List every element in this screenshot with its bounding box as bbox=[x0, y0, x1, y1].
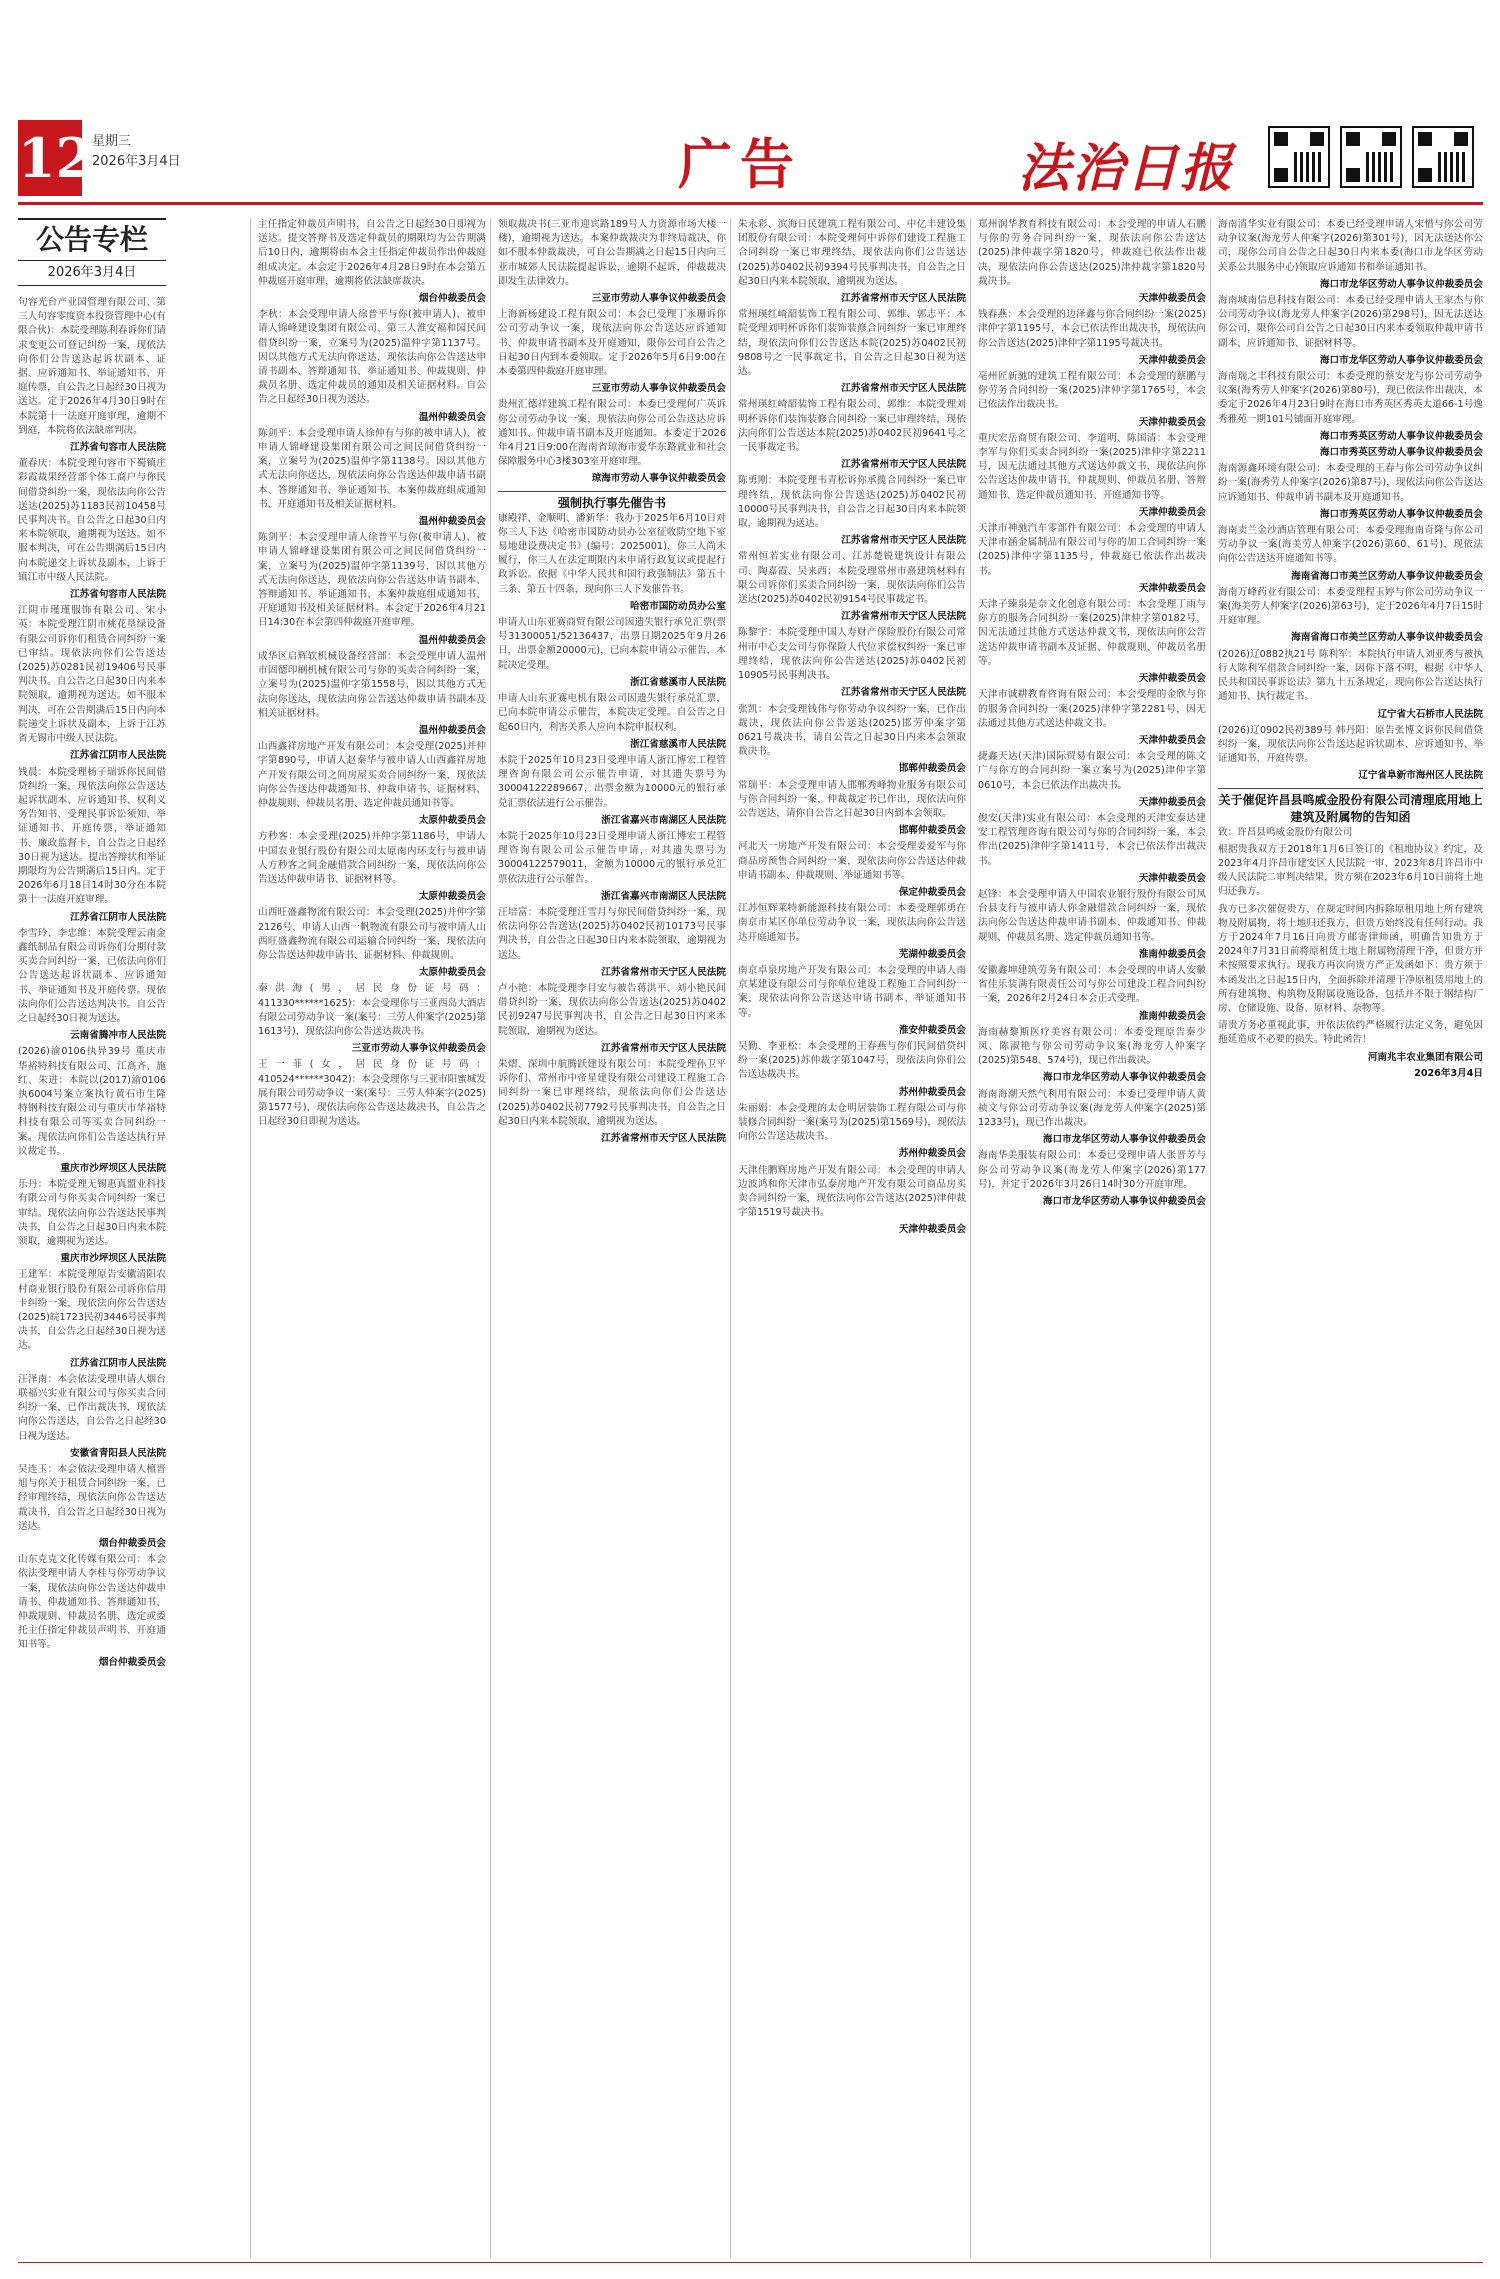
qr-code-icon bbox=[1412, 126, 1474, 188]
notice-text: 海南源鑫环境有限公司：本委受理的王春与你公司劳动争议纠纷一案(海秀劳人仲案字(2026)第87号)，现依法向你公告送达应诉通知书、仲裁申请书副本及开庭通知书。 bbox=[1218, 463, 1483, 503]
issue-date-block bbox=[92, 132, 181, 172]
notice-text: 海南瑞之丰科技有限公司：本委受理的蔡安龙与你公司劳动争议案(海秀劳人仲案字(2026)第80号)，现已依法作出裁决，本委定于2026年4月23日9时在海口市秀英区秀英大道66-1号逸秀雅苑一期101号铺面开庭审理。 bbox=[1218, 371, 1483, 425]
notice-issuer: 天津仲裁委员会 bbox=[1138, 293, 1206, 305]
notice-text: 李雪玲、李忠维：本院受理云南金鑫纸制品有限公司诉你们分期付款买卖合同纠纷一案，已依法向你们公告送达起诉状副本、应诉通知书、举证通知书及开庭传票。现依法向你们公告送达判决书。自公告之日起经30日视为送达。 bbox=[18, 927, 166, 1024]
notice-issuer: 江苏省句容市人民法院 bbox=[70, 589, 166, 601]
notice-text: 王一菲(女，居民身份证号码：410524******3042)：本会受理你与三亚市阳蜜城发展有限公司劳动争议一案(案号：三劳人仲案字(2025)第1577号)，现依法向你公告送达裁决书，自公告之日起经30日即视为送达。 bbox=[258, 1059, 486, 1128]
notice-issuer: 保定仲裁委员会 bbox=[898, 886, 966, 898]
notice-text: 我方已多次催促贵方，在规定时间内拆除原租用地上所有建筑物及附属物，将土地归还我方，但贵方始终没有任何行动。我方于2024年7月16日向贵方邮寄律师函，明确告知贵方于2024年7月31日前将原租赁土地上附属物清理干净，但贵方并未按照要求执行。现我方再次向贵方严正发函如下：贵方须于本函发出之日起15日内，全面拆除并清理干净原租赁用地上的所有建筑物、构筑物及附属设施设备，包括并不限于钢结构厂房、仓储设施、设备、原材料、杂物等。 bbox=[1218, 903, 1483, 1014]
notice-issuer: 温州仲裁委员会 bbox=[418, 411, 486, 423]
notice-issuer: 2026年3月4日 bbox=[1414, 1067, 1483, 1079]
notice-text: 海南城南信息科技有限公司：本委已经受理申请人王家杰与你公司劳动争议(海龙劳人仲案字(2026)第298号)，因无法送达你公司，限你公司自公告之日起30日内来本委领取仲裁申请书副本、应诉通知书、证据材料等。 bbox=[1218, 295, 1483, 349]
notice-text: 山西鑫祥房地产开发有限公司：本会受理(2025)并仲字第890号，申请人赵秦华与被申请人山西鑫祥房地产开发有限公司之间房屋买卖合同纠纷一案，现依法向你公告送达仲裁通知书、仲裁申请书、证据材料、仲裁规则、仲裁员名册、选定仲裁员通知书等。 bbox=[258, 741, 486, 809]
notice-text: 本院于2025年10月23日受理申请人浙江博宏工程管理咨询有限公司公示催告申请，对其遗失票号为30004122579011，金额为10000元的银行承兑汇票依法进行公示催告。 bbox=[498, 830, 726, 885]
notice-issuer: 江苏省常州市天宁区人民法院 bbox=[601, 966, 726, 978]
section-title: 广告 bbox=[678, 132, 802, 196]
notice-text: 河北天一房地产开发有限公司：本会受理姜爱军与你商品房预售合同纠纷一案，现依法向你公告送达仲裁申请书副本、仲裁规则、举证通知书等。 bbox=[738, 841, 966, 881]
notice-issuer: 天津仲裁委员会 bbox=[1138, 506, 1206, 518]
notice-issuer: 琼海市劳动人事争议仲裁委员会 bbox=[591, 473, 726, 485]
notice-text: 汪泽南：本会依法受理申请人烟台联福兴实业有限公司与你买卖合同纠纷一案，已作出裁决书，现依法向你公告送达，自公告之日起经30日视为送达。 bbox=[18, 1373, 166, 1442]
notice-issuer: 天津仲裁委员会 bbox=[1138, 582, 1206, 594]
notice-text: 张凯：本会受理钱伟与你劳动争议纠纷一案，已作出裁决，现依法向你公告送达(2025)邯劳仲案字第0621号裁决书，请自公告之日起30日内来本会领取裁决书。 bbox=[738, 703, 966, 758]
notice-column-4 bbox=[738, 218, 966, 2258]
notice-issuer: 太原仲裁委员会 bbox=[418, 967, 486, 979]
notice-issuer: 天津仲裁委员会 bbox=[1138, 872, 1206, 884]
notice-issuer: 浙江省慈溪市人民法院 bbox=[630, 738, 726, 750]
notice-issuer: 温州仲裁委员会 bbox=[418, 724, 486, 736]
notice-text: 天津佳鹏辉房地产开发有限公司：本会受理的申请人边波鸿和你天津市弘泰房地产开发有限公司商品房买卖合同纠纷一案，现依法向你公告送达(2025)津仲裁字第1519号裁决书。 bbox=[738, 1164, 966, 1219]
notice-issuer: 浙江省嘉兴市南湖区人民法院 bbox=[601, 890, 726, 902]
notice-text: 康殿祥、金顺明、潘新华：我办于2025年6月10日对你三人下达《哈密市国防动员办公室征收防空地下室易地建设费决定书》(编号：2025001)，你三人尚未履行，你三人在法定期限内未申请行政复议或提起行政诉讼。依据《中华人民共和国行政强制法》第五十三条、第五十四条，现向你三人下发催告书。 bbox=[498, 512, 726, 595]
notice-issuer: 云南省腾冲市人民法院 bbox=[70, 1030, 166, 1042]
notice-text: 陈勇刚：本院受理韦青松诉你承揽合同纠纷一案已审理终结，现依法向你公告送达(2025)苏0402民初10000号民事判决书，自公告之日起30日内来本院领取，逾期视为送达。 bbox=[738, 475, 966, 530]
notice-issuer: 海南省海口市美兰区劳动人事争议仲裁委员会 bbox=[1291, 570, 1483, 582]
notice-text: 乐丹：本院受理无锡惠真盟业科技有限公司与你买卖合同纠纷一案已审结。现依法向你公告送达民事判决书，自公告之日起30日内来本院领取，逾期视为送达。 bbox=[18, 1179, 166, 1247]
notice-issuer: 三亚市劳动人事争议仲裁委员会 bbox=[591, 293, 726, 305]
notice-issuer: 天津仲裁委员会 bbox=[1138, 796, 1206, 808]
column-divider bbox=[250, 218, 251, 2258]
notice-text: 陈黎宇：本院受理中国人寿财产保险股份有限公司常州市中心支公司与你保险人代位求偿权纠纷一案已审理终结，现依法向你公告送达(2025)苏0402民初10905号民事判决书。 bbox=[738, 627, 966, 682]
notice-text: 陈剑平：本会受理申请人徐普平与你(被申请人)、被申请人锦峰建设集团有限公司之间民间借贷纠纷一案，立案号为(2025)温仲字第1139号，因以其他方式无法向你送达，现依法向你公告送达申请书副本、答辩通知书、举证通知书、本案仲裁庭组成通知书、开庭通知书及相关证据材料。本会定于2026年4月21日14:30在本会第四仲裁庭开庭审理。 bbox=[258, 532, 486, 629]
notice-text: 天津市神驰汽车零部件有限公司：本会受理的申请人天津市涵金属制品有限公司与你的加工合同纠纷一案(2025)津仲字第1135号，仲裁庭已依法作出裁决书。 bbox=[978, 523, 1206, 577]
notice-issuer: 江苏省常州市天宁区人民法院 bbox=[841, 383, 966, 395]
notice-issuer: 海口市龙华区劳动人事争议仲裁委员会 bbox=[1319, 278, 1483, 290]
notice-text: 吴勤、李亚松：本会受理的王春燕与你们民间借贷纠纷一案(2025)苏仲裁字第1047号，现依法向你们公告送达裁决书。 bbox=[738, 1040, 966, 1081]
notice-issuer: 哈密市国防动员办公室 bbox=[630, 600, 726, 612]
notice-issuer: 江苏省句容市人民法院 bbox=[70, 442, 166, 454]
notice-text: 海南海潮天然气利用有限公司：本委已受理申请人黄祯文与你公司劳动争议案(海龙劳人仲案字(2025)第1233号)，现已作出裁决。 bbox=[978, 1088, 1206, 1128]
notice-text: 申请人山东亚赛商贸有限公司因遗失银行承兑汇票(票号31300051/52136437，出票日期2025年9月26日，出票金额20000元)，已向本院申请公示催告，本院决定受理。 bbox=[498, 617, 726, 671]
header-rule bbox=[18, 202, 1483, 205]
notice-text: (2026)渝0106执异39号 重庆市华裕特科技有限公司、江高齐、施红、朱进：本院以(2017)渝0106执6004号案立案执行黄石市生隆特钢科技有限公司与重庆市华裕特科技有限公司等买卖合同纠纷一案。现依法向你们公告送达执行异议裁定书。 bbox=[18, 1046, 166, 1157]
notice-text: 天津市诚耕教育咨询有限公司：本会受理的金欣与你的服务合同纠纷一案(2025)津仲字第2281号，因无法通过其他方式送达仲裁文书。 bbox=[978, 689, 1206, 729]
notice-text: 赵锋：本会受理申请人中国农业银行股份有限公司凤台县支行与被申请人你金融借款合同纠纷一案，现依法向你公告送达仲裁申请书副本、仲裁通知书、仲裁规则、仲裁员名册、选定仲裁员通知书等。 bbox=[978, 888, 1206, 943]
notice-text: 捷鑫天达(天津)国际贸易有限公司：本会受理的陈文广与你方的合同纠纷一案立案号为(2025)津仲字第0610号，本会已依法作出裁决书。 bbox=[978, 751, 1206, 791]
notice-issuer: 海口市秀英区劳动人事争议仲裁委员会 bbox=[1319, 508, 1483, 520]
notice-issuer: 三亚市劳动人事争议仲裁委员会 bbox=[591, 383, 726, 395]
notice-issuer: 温州仲裁委员会 bbox=[418, 634, 486, 646]
notice-text: 关于催促许昌县鸣威金股份有限公司清理底用地上建筑及附属物的告知函 bbox=[1218, 788, 1483, 826]
notice-text: 钱春燕：本会受理的边泽鑫与你合同纠纷一案(2025)津仲字第1195号，本会已依法作出裁决书，现依法向你公告送达(2025)津仲字第1195号裁决书。 bbox=[978, 309, 1206, 349]
notice-issuer: 邯郸仲裁委员会 bbox=[898, 763, 966, 775]
notice-text: 江阴市瑾瑾服饰有限公司、宋小英：本院受理江阴市桃花垦绿设备有限公司诉你们租赁合同纠纷一案已审结。现依法向你们公告送达(2025)苏0281民初19406号民事判决书。自公告之日起30日内来本院领取，逾期视为送达。如不服本判决，可在公告期满后15日内向本院递交上诉状及副本，上诉于江苏省无锡市中级人民法院。 bbox=[18, 605, 166, 745]
notice-issuer: 江苏省常州市天宁区人民法院 bbox=[601, 1132, 726, 1144]
notice-text: 申请人山东亚赛电机有限公司因遗失银行承兑汇票，已向本院申请公示催告，本院决定受理。自公告之日起60日内，利害关系人应向本院申报权利。 bbox=[498, 693, 726, 733]
notice-column-6 bbox=[1218, 218, 1483, 2258]
notice-issuer: 天津仲裁委员会 bbox=[1138, 734, 1206, 746]
notice-issuer: 海口市龙华区劳动人事争议仲裁委员会 bbox=[1319, 354, 1483, 366]
notice-text: 海南清华实业有限公司：本委已经受理申请人宋惜与你公司劳动争议案(海龙劳人仲案字(2026)第301号)，因无法送达你公司，现你公司自公告之日起30日内来本委(海口市龙华区劳动关系公共服务中心)领取应诉通知书和举证通知书。 bbox=[1218, 219, 1483, 273]
notice-text: 领取裁决书(三亚市迎宾路189号人力资源市场大楼一楼)，逾期视为送达。本案仲裁裁决为非终局裁决，你如不服本仲裁裁决，可自公告期满之日起15日内向三亚市城郊人民法院提起诉讼，逾期不起诉，仲裁裁决即发生法律效力。 bbox=[498, 219, 726, 287]
notice-text: 天津子臻泉是奈文化创意有限公司：本会受理丁雨与你方的服务合同纠纷一案(2025)津仲字第0182号，因无法通过其他方式送达仲裁文书，现依法向你公告送达仲裁申请书副本及证据、仲裁规则、仲裁员名册等。 bbox=[978, 599, 1206, 667]
notice-text: 李秋：本会受理申请人徐普平与你(被申请人)、被申请人锦峰建设集团有限公司、第三人淮安福和园民间借贷纠纷一案，立案号为(2025)温仲字第1137号。因以其他方式无法向你送达，现依法向你公告送达申请书副本、答辩通知书、举证通知书、仲裁规则、仲裁员名册、选定仲裁员的通知及相关证据材料。自公告之日起经30日视为送达。 bbox=[258, 309, 486, 406]
qr-code-icon bbox=[1268, 126, 1330, 188]
notice-issuer: 太原仲裁委员会 bbox=[418, 815, 486, 827]
notice-text: 山东克克文化传媒有限公司：本会依法受理申请人李桂与你劳动争议一案，现依法向你公告送达仲裁申请书、仲裁通知书、答辩通知书、仲裁规则、仲裁员名册、选定或委托主任指定仲裁员声明书、开庭通知书等。 bbox=[18, 1554, 166, 1651]
notice-issuer: 江苏省常州市天宁区人民法院 bbox=[841, 611, 966, 623]
notice-text: 王建军：本院受理原告安徽清阳农村商业银行股份有限公司诉你信用卡纠纷一案，现依法向你公告送达(2025)皖1723民初3446号民事判决书，自公告之日起经30日视为送达。 bbox=[18, 1269, 166, 1352]
page-header bbox=[18, 120, 1483, 210]
notice-issuer: 太原仲裁委员会 bbox=[418, 891, 486, 903]
notice-issuer: 重庆市沙坪坝区人民法院 bbox=[60, 1162, 166, 1174]
notice-text: 卢小艳：本院受理李目安与被告蒋洪平、刘小艳民间借贷纠纷一案，现依法向你公告送达(2025)苏0402民初9247号民事判决书，自公告之日起30日内来本院领取，逾期视为送达。 bbox=[498, 982, 726, 1037]
notice-issuer: 河南兆丰农业集团有限公司 bbox=[1367, 1051, 1483, 1063]
notice-text: 海南卖兰金沙酒店管理有限公司：本委受理海南奇隆与你公司劳动争议一案(海美劳人仲案字(2026)第60、61号)，现依法向你公告送达开庭通知书等。 bbox=[1218, 525, 1483, 565]
footer-rule bbox=[18, 2262, 1483, 2263]
notice-issuer: 辽宁省大石桥市人民法院 bbox=[1377, 708, 1483, 720]
notice-issuer: 芜湖仲裁委员会 bbox=[898, 948, 966, 960]
notice-issuer: 苏州仲裁委员会 bbox=[898, 1148, 966, 1160]
notice-issuer: 三亚市劳动人事争议仲裁委员会 bbox=[351, 1043, 486, 1055]
notice-text: 海南万峰药业有限公司：本委受理程玉婷与你公司劳动争议一案(海美劳人仲案字(2026)第63号)，定于2026年4月7日15时开庭审理。 bbox=[1218, 586, 1483, 627]
weekday: 星期三 bbox=[92, 134, 132, 149]
notice-column-2 bbox=[258, 218, 486, 2258]
notice-text: 海南赫黎斯医疗美容有限公司：本委受理原告秦少凤、陈淑艳与你公司劳动争议案(海龙劳人仲案字(2025)第548、574号)，现已作出裁决。 bbox=[978, 1026, 1206, 1067]
notice-issuer: 海口市龙华区劳动人事争议仲裁委员会 bbox=[1042, 1134, 1206, 1146]
notice-text: 主任指定仲裁员声明书，自公告之日起经30日即视为送达。提交答辩书及选定仲裁员的期限均为公告期满后10日内，逾期将由本会主任指定仲裁员作出仲裁庭组成决定。本会定于2026年4月28日9时在本会第五仲裁庭开庭审理，逾期将依法缺席裁决。 bbox=[258, 219, 486, 287]
notice-text: 汪培富：本院受理汪雪月与你民间借贷纠纷一案，现依法向你公告送达(2025)苏0402民初10173号民事判决书，自公告之日起30日内来本院领取，逾期视为送达。 bbox=[498, 906, 726, 961]
notice-text: 亳州匠新驰的建筑工程有限公司：本会受理的蔡鹏与你劳务合同纠纷一案(2025)津仲字第1765号，本会已依法作出裁决书。 bbox=[978, 371, 1206, 411]
notice-text: 方秒客：本会受理(2025)并仲字第1186号，申请人中国农业银行股份有限公司太原南内环支行与被申请人方秒客之间金融借款合同纠纷一案，现依法向你公告送达仲裁申请书、证据材料等。 bbox=[258, 831, 486, 885]
notice-issuer: 江苏省常州市天宁区人民法院 bbox=[841, 459, 966, 471]
notice-issuer: 天津仲裁委员会 bbox=[1138, 673, 1206, 685]
notice-column-5 bbox=[978, 218, 1206, 2258]
notice-issuer: 江苏省常州市天宁区人民法院 bbox=[841, 687, 966, 699]
notice-issuer: 淮南仲裁委员会 bbox=[1138, 1010, 1206, 1022]
notice-text: 江苏恒辉莱特新能源科技有限公司：本委受理郭勇在南京市某区你单位劳动争议一案，现依法向你公告送达开庭通知书。 bbox=[738, 903, 966, 943]
notice-column-1 bbox=[18, 296, 166, 2258]
notice-issuer: 江苏省常州市天宁区人民法院 bbox=[601, 1042, 726, 1054]
notice-text: 本院于2025年10月23日受理申请人浙江博宏工程管理咨询有限公司公示催告申请，对其遗失票号为30004122289667，出票金额为10000元的银行承兑汇票依法进行公示催告。 bbox=[498, 754, 726, 809]
notice-issuer: 浙江省慈溪市人民法院 bbox=[630, 676, 726, 688]
column-divider bbox=[730, 218, 731, 2258]
notice-issuer: 淮南仲裁委员会 bbox=[1138, 948, 1206, 960]
notice-text: 陈剑平：本会受理申请人徐仲有与你的被申请人)、被申请人锦峰建设集团有限公司之间民间借贷纠纷一案，立案号为(2025)温仲字第1138号。因以其他方式无法向你送达，现依法向你公告送达仲裁申请书副本、答辩通知书、举证通知书、本案仲裁庭组成通知书、开庭通知书及相关证据材料。 bbox=[258, 427, 486, 510]
notice-issuer: 辽宁省阜新市海州区人民法院 bbox=[1358, 770, 1483, 782]
notice-text: 郑州润华教育科技有限公司：本会受理的申请人石鹏与你的劳务合同纠纷一案，现依法向你公告送达(2025)津仲裁字第1820号，仲裁庭已依法作出裁决，现依法向你公告送达(2025)津仲裁字第1820号裁决书。 bbox=[978, 219, 1206, 287]
notice-issuer: 江苏省江阴市人民法院 bbox=[70, 1357, 166, 1369]
notice-text: 成华区启辉软机械设备经营部：本会受理申请人温州市固德印刷机械有限公司与你的买卖合同纠纷一案，立案号为(2025)温仲字第1558号，因以其他方式无法向你送达，现依法向你公告送达仲裁申请书副本及相关证据材料。 bbox=[258, 650, 486, 719]
notice-column-3 bbox=[498, 218, 726, 2258]
notice-text: 朱熠、深圳中航腾跃建设有限公司：本院受理孙卫平诉你们、常州市中帝星建设有限公司建设工程施工合同纠纷一案已审理终结，现依法向你们公告送达(2025)苏0402民初7792号民事判决书，自公告之日起30日内来本院领取，逾期视为送达。 bbox=[498, 1058, 726, 1127]
notice-issuer: 天津仲裁委员会 bbox=[1138, 416, 1206, 428]
column-title: 公告专栏 bbox=[18, 218, 166, 261]
notice-text: 安徽鑫坤建筑劳务有限公司：本会受理的申请人安徽省佳乐装满有限责任公司与你公司建设工程合同纠纷一案，2026年2月24日本会正式受理。 bbox=[978, 964, 1206, 1005]
notice-text: 朱永彩、滨海日民建筑工程有限公司、中亿丰建设集团股份有限公司：本院受理何中诉你们建设工程施工合同纠纷一案已审理终结，现依法向你们公告送达(2025)苏0402民初9394号民事判决书，自公告之日起30日内来本院领取，逾期视为送达。 bbox=[738, 219, 966, 287]
notice-text: 海南华美服装有限公司：本委已受理申请人张晋芳与你公司劳动争议案(海龙劳人仲案字(2026)第177号)，并定于2026年3月26日14时30分开庭审理。 bbox=[978, 1150, 1206, 1190]
column-divider bbox=[970, 218, 971, 2258]
notice-issuer: 江苏省江阴市人民法院 bbox=[70, 750, 166, 762]
notice-issuer: 海口市龙华区劳动人事争议仲裁委员会 bbox=[1042, 1196, 1206, 1207]
notice-issuer: 天津仲裁委员会 bbox=[898, 1224, 966, 1236]
column-heading bbox=[18, 218, 166, 286]
qr-code-icon bbox=[1340, 126, 1402, 188]
notice-issuer: 天津仲裁委员会 bbox=[1138, 354, 1206, 366]
notice-issuer: 海口市秀英区劳动人事争议仲裁委员会 bbox=[1319, 430, 1483, 442]
issue-date: 2026年3月4日 bbox=[92, 154, 181, 169]
notice-text: (2026)辽0902民初389号 韩丹阳：原告张博文诉你民间借贷纠纷一案，现依法向你公告送达起诉状副本、应诉通知书、举证通知书、开庭传票。 bbox=[1218, 724, 1483, 765]
column-divider bbox=[1210, 218, 1211, 2258]
notice-issuer: 苏州仲裁委员会 bbox=[898, 1086, 966, 1098]
notice-issuer: 烟台仲裁委员会 bbox=[98, 1656, 166, 1668]
notice-text: 句容光台产业园管理有限公司、第三人句容零度资本投资管理中心(有限合伙)：本院受理陈利春诉你们请求变更公司登记纠纷一案，现依法向你们公告送达起诉状副本、证据、应诉通知书、举证通知书、开庭传票，自公告之日起经30日视为送达。定于2026年4月30日9时在本院第十一法庭开庭审理，逾期不到庭，本院将依法缺席判决。 bbox=[18, 297, 166, 436]
notice-issuer: 淮安仲裁委员会 bbox=[898, 1024, 966, 1036]
notice-issuer: 海口市秀英区劳动人事争议仲裁委员会 bbox=[1319, 447, 1483, 459]
notice-issuer: 安徽省青阳县人民法院 bbox=[70, 1447, 166, 1459]
notice-issuer: 重庆市沙坪坝区人民法院 bbox=[60, 1253, 166, 1265]
notice-text: 重庆宏岳商贸有限公司、李道明、陈国清：本会受理李军与你们买卖合同纠纷一案(2025)津仲字第2211号，因无法通过其他方式送达仲裁文书，现依法向你公告送达仲裁申请书、仲裁规则、仲裁员名册、答辩通知书、选定仲裁员通知书、开庭通知书等。 bbox=[978, 432, 1206, 501]
notice-text: 董春庆：本院受理句容市下蜀镇庄彩霞裁果经营部个体工商户与你民间借贷纠纷一案，现依法向你公告送达(2025)苏1183民初10458号民事判决书。自公告之日起30日内来本院领取，逾期视为送达。如不服本判决，可在公告期满后15日内向本院递交上诉状及副本，上诉于镇江市中级人民法院。 bbox=[18, 458, 166, 583]
notice-issuer: 浙江省嘉兴市南湖区人民法院 bbox=[601, 814, 726, 826]
notice-text: 上海新杨建设工程有限公司：本会已受理丁永珊诉你公司劳动争议一案，现依法向你公告送达应诉通知书、仲裁申请书副本及开庭通知，限你公司自公告之日起30日内到本委领取。定于2026年5月6日9:00在本委第四仲裁庭开庭审理。 bbox=[498, 309, 726, 378]
notice-text: 贵州汇德祥建筑工程有限公司：本委已受理何广英诉你公司劳动争议一案，现依法向你公司公告送达应诉通知书、仲裁申请书副本及开庭通知。本委定于2026年4月21日9:00在海南省琼海市爱华东路就业和社会保障服务中心3楼303室开庭审理。 bbox=[498, 399, 726, 468]
notice-text: 朱丽娟：本会受理的太仓明居装饰工程有限公司与你装修合同纠纷一案(案号为(2025)第1569号)，现依法向你公告送达裁决书。 bbox=[738, 1102, 966, 1143]
notice-text: 常州瑛红崎韶装饰工程有限公司、郭维、郭志平：本院受理刘明杯诉你们装饰装修合同纠纷一案已审理终结，现依法向你们公告送达本院(2025)苏0402民初9808号之一民事裁定书，自公告之日起30日视为送达。 bbox=[738, 309, 966, 378]
column-date: 2026年3月4日 bbox=[18, 261, 166, 286]
notice-text: 根据贵我双方于2018年1月6日签订的《租地协议》约定，及2023年4月许昌市建安区人民法院一审、2023年8月许昌市中级人民法院二审判决结果，贵方须在2023年6月10日前将土地归还我方。 bbox=[1218, 843, 1483, 898]
notice-text: 南京卓泉房地产开发有限公司：本会受理的申请人南京某建设有限公司与你单位建设工程施工合同纠纷一案，现依法向你公告送达申请书副本、举证通知书等。 bbox=[738, 964, 966, 1019]
notice-text: 山西旺盛鑫物流有限公司：本会受理(2025)并仲字第2126号，申请人山西一帆物流有限公司与被申请人山西旺盛鑫物流有限公司运输合同纠纷一案，现依法向你公告送达仲裁申请书、证据材料、仲裁规则。 bbox=[258, 907, 486, 961]
notice-issuer: 邯郸仲裁委员会 bbox=[898, 825, 966, 837]
notice-text: 钱晨：本院受理杨子瑞诉你民间借贷纠纷一案，现依法向你公告送达起诉状副本、应诉通知书、权利义务告知书、受理民事诉讼须知、举证通知书、开庭传票，举证通知书、廉政监督卡，自公告之日起经30日视为送达。提出答辩状和举证期限均为公告期满后15日内。定于2026年6月18日14时30分在本院第十一法庭开庭审理。 bbox=[18, 766, 166, 906]
notice-issuer: 海口市龙华区劳动人事争议仲裁委员会 bbox=[1042, 1072, 1206, 1084]
notice-issuer: 海南省海口市美兰区劳动人事争议仲裁委员会 bbox=[1291, 632, 1483, 644]
notice-issuer: 江苏省常州市天宁区人民法院 bbox=[841, 535, 966, 547]
notice-text: (2026)辽0882执21号 陈利军：本院执行申请人刘亚秀与被执行人陈利军借款合同纠纷一案，因你下落不明，根据《中华人民共和国民事诉讼法》第九十五条规定，现向你公告送达执行通知书、执行裁定书。 bbox=[1218, 648, 1483, 703]
notice-text: 俊安(天津)实业有限公司：本会受理的天津安泰达建安工程管理咨询有限公司与你的合同纠纷一案，本会作出(2025)津仲字第1411号，本会已依法作出裁决书。 bbox=[978, 812, 1206, 867]
notice-issuer: 温州仲裁委员会 bbox=[418, 516, 486, 528]
notice-issuer: 江苏省江阴市人民法院 bbox=[70, 911, 166, 923]
notice-text: 常瑞平：本会受理申请人邯郸秀峰物业服务有限公司与你合同纠纷一案，仲裁裁定书已作出，现依法向你公告送达，请你自公告之日起30日内到本会领取。 bbox=[738, 779, 966, 819]
notice-text: 请贵方务必重视此事，并依法依约严格履行法定义务，避免因拖延造成不必要的损失。特此函告！ bbox=[1218, 1020, 1483, 1046]
notice-issuer: 烟台仲裁委员会 bbox=[98, 1538, 166, 1550]
notice-issuer: 强制执行事先催告书 bbox=[498, 491, 726, 512]
column-divider bbox=[490, 218, 491, 2258]
notice-text: 吴连玉：本会依法受理申请人檀晋旭与你关于租赁合同纠纷一案，已经审理终结，现依法向你公告送达裁决书，自公告之日起经30日视为送达。 bbox=[18, 1464, 166, 1532]
page-number: 12 bbox=[18, 120, 82, 196]
newspaper-logo: 法治日报 bbox=[1018, 138, 1235, 199]
notice-text: 致：许昌县鸣威金股份有限公司 bbox=[1218, 826, 1353, 838]
notice-text: 秦洪海(男，居民身份证号码：411330******1625)：本会受理你与三亚西岛大酒店有限公司劳动争议一案(案号：三劳人仲案字(2025)第1613号)，现依法向你公告送达裁决书。 bbox=[258, 983, 486, 1037]
notice-text: 常州瑛红崎韶装饰工程有限公司、郭维：本院受理刘明杯诉你们装饰装修合同纠纷一案已审理终结，现依法向你们公告送达本院(2025)苏0402民初9641号之一民事裁定书。 bbox=[738, 399, 966, 454]
notice-issuer: 江苏省常州市天宁区人民法院 bbox=[841, 293, 966, 305]
notice-issuer: 烟台仲裁委员会 bbox=[418, 293, 486, 305]
notice-text: 常州恒若实业有限公司、江苏楚锐建筑设计有限公司、陶嘉霞、吴来西：本院受理常州市熹建筑材料有限公司诉你们买卖合同纠纷一案，现依法向你们公告送达(2025)苏0402民初9154号民事裁定书。 bbox=[738, 551, 966, 606]
